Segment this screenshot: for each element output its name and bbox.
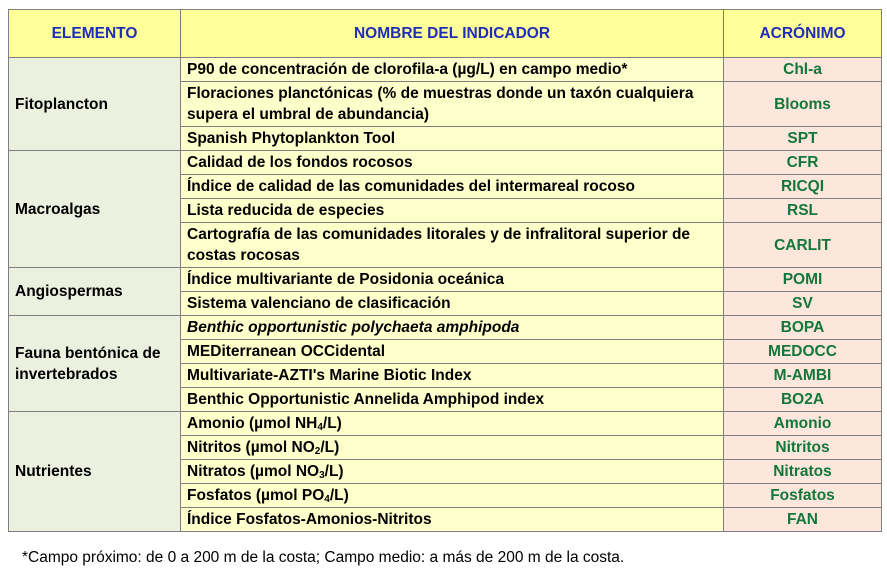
table-row [9,412,882,436]
indicator-cell: Sistema valenciano de clasificación [181,292,724,316]
acronym-cell: Blooms [724,82,882,127]
acronym-cell: MEDOCC [724,340,882,364]
indicator-cell: Índice multivariante de Posidonia oceánica [181,268,724,292]
acronym-cell: SV [724,292,882,316]
acronym-cell: Chl-a [724,58,882,82]
indicators-table [8,9,882,532]
acronym-cell: BO2A [724,388,882,412]
acronym-cell: CARLIT [724,223,882,268]
header-indicator: NOMBRE DEL INDICADOR [181,10,724,58]
indicator-cell: Fosfatos (µmol $PO_4/L$) [181,484,724,508]
acronym-cell: Amonio [724,412,882,436]
group-fitoplancton: Fitoplancton [9,58,181,151]
acronym-cell: Nitritos [724,436,882,460]
acronym-cell: POMI [724,268,882,292]
group-nutrientes: Nutrientes [9,412,181,532]
acronym-cell: BOPA [724,316,882,340]
footnote: *Campo próximo: de 0 a 200 m de la costa; Campo medio: a más de 200 m de la costa. [22,549,625,566]
acronym-cell: RICQI [724,175,882,199]
acronym-cell: FAN [724,508,882,532]
group-fauna-bentonica: Fauna bentónica de invertebrados [9,316,181,412]
group-macroalgas: Macroalgas [9,151,181,268]
acronym-cell: Nitratos [724,460,882,484]
acronym-cell: RSL [724,199,882,223]
indicator-cell: Spanish Phytoplankton Tool [181,127,724,151]
header-acronym: ACRÓNIMO [724,10,882,58]
indicator-cell: Nitritos (µmol $NO_2/L$) [181,436,724,460]
acronym-cell: M-AMBI [724,364,882,388]
indicator-cell: Nitratos (µmol $NO_3/L$) [181,460,724,484]
acronym-cell: Fosfatos [724,484,882,508]
indicator-cell: Benthic opportunistic polychaeta amphipoda [181,316,724,340]
indicator-cell: Benthic Opportunistic Annelida Amphipod index [181,388,724,412]
indicator-cell: P90 de concentración de clorofila-a (µg/L) en campo medio* [181,58,724,82]
indicator-cell: Floraciones planctónicas (% de muestras donde un taxón cualquiera supera el umbral de abundancia) [181,82,724,127]
header-element: ELEMENTO [9,10,181,58]
header-row [9,10,882,58]
indicator-cell: Multivariate-AZTI's Marine Biotic Index [181,364,724,388]
acronym-cell: SPT [724,127,882,151]
table-row [9,151,882,175]
acronym-cell: CFR [724,151,882,175]
table-row [9,316,882,340]
table-row [9,268,882,292]
indicator-cell: MEDiterranean OCCidental [181,340,724,364]
indicator-cell: Lista reducida de especies [181,199,724,223]
group-angiospermas: Angiospermas [9,268,181,316]
indicator-cell: Índice de calidad de las comunidades del intermareal rocoso [181,175,724,199]
indicator-cell: Amonio (µmol $NH_4/L$) [181,412,724,436]
table-row [9,58,882,82]
indicator-cell: Cartografía de las comunidades litorales y de infralitoral superior de costas rocosas [181,223,724,268]
indicator-cell: Índice Fosfatos-Amonios-Nitritos [181,508,724,532]
indicator-cell: Calidad de los fondos rocosos [181,151,724,175]
